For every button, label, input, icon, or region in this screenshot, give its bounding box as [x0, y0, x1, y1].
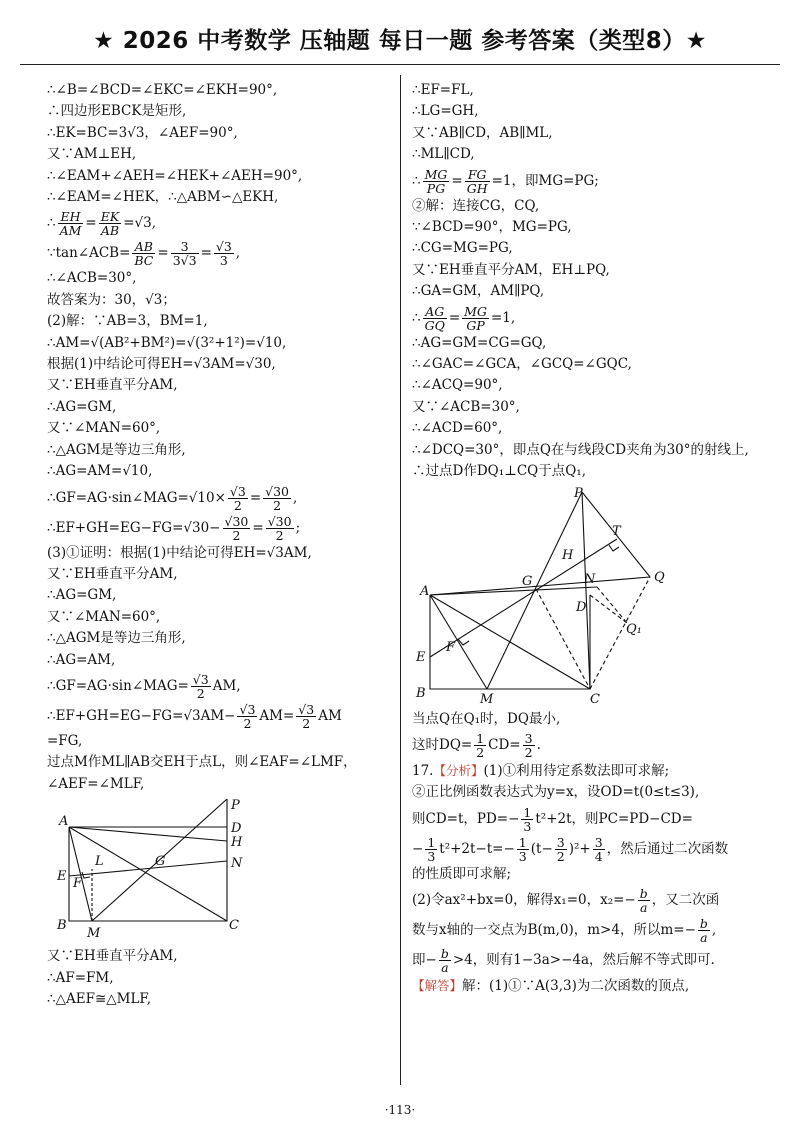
formula-line: ∴EF+GH=EG−FG=√30− $\frac{√30}{2}$ = $\frac{√30}{2}$ ;: [47, 513, 301, 543]
analysis-tag: 【分析】: [433, 762, 484, 778]
text-line: ∴AG=GM=CG=GQ,: [412, 334, 547, 351]
label-q1: Q₁: [626, 621, 642, 637]
fraction: $\frac{1}{3}$: [518, 834, 527, 864]
fraction: $\frac{√3}{2}$: [239, 701, 256, 731]
page-number: ·113·: [384, 1103, 416, 1117]
fraction: $\frac{√3}{2}$: [229, 483, 246, 513]
fraction: $\frac{MG}{GP}$: [464, 303, 487, 333]
text-line: ∴∠DCQ=30°，即点Q在与线段CD夹角为30°的射线上,: [412, 441, 749, 458]
fraction: $\frac{3}{3√3}$: [172, 239, 197, 269]
fraction: $\frac{3}{4}$: [594, 834, 603, 864]
label-d: D: [576, 599, 587, 615]
text-line: ∴△AEF≅△MLF,: [47, 990, 151, 1007]
text-line: 又∵AM⊥EH,: [47, 146, 137, 163]
solution-tag: 【解答】: [412, 978, 463, 994]
segment-am: [430, 595, 487, 689]
text-line: ∴∠ACD=60°,: [412, 420, 503, 437]
label-m: M: [87, 926, 101, 942]
label-h: H: [231, 835, 243, 851]
text-line: ∴EF=FL,: [412, 82, 474, 98]
fraction: $\frac{b}{a}$: [440, 946, 449, 976]
text-line: ②正比例函数表达式为y=x，设OD=t(0≤t≤3),: [412, 784, 700, 801]
column-divider: [400, 75, 401, 1085]
fraction: $\frac{3}{2}$: [556, 834, 565, 864]
fraction: $\frac{√3}{2}$: [298, 701, 315, 731]
label-e: E: [416, 649, 426, 665]
text-line: ∴∠GAC=∠GCA，∠GCQ=∠GQC,: [412, 356, 632, 373]
label-f: F: [73, 876, 83, 892]
fraction: $\frac{1}{3}$: [523, 804, 532, 834]
fraction: $\frac{AG}{GQ}$: [424, 303, 445, 333]
formula-line: 即− $\frac{b}{a}$ >4，则有1−3a>−4a，然后解不等式即可.: [412, 946, 715, 976]
fraction: $\frac{AB}{BC}$: [134, 239, 154, 269]
text-line: ∴过点D作DQ₁⊥CQ于点Q₁,: [412, 463, 586, 480]
label-n: N: [231, 856, 243, 872]
text-line: 根据(1)中结论可得EH=√3AM=√30,: [47, 356, 276, 373]
formula-line: 这时DQ= $\frac{1}{2}$ CD= $\frac{3}{2}$ .: [412, 730, 541, 760]
formula-line: ∴ $\frac{EH}{AM}$ = $\frac{EK}{AB}$ =√3,: [47, 209, 156, 239]
label-p: P: [231, 799, 240, 814]
formula-line: (2)令ax²+bx=0，解得x₁=0，x₂=− $\frac{b}{a}$ ，又二次函: [412, 886, 720, 916]
fraction: $\frac{1}{2}$: [476, 730, 485, 760]
label-b: B: [416, 685, 426, 701]
label-b: B: [57, 918, 67, 934]
text-line: ∴AM=√(AB²+BM²)=√(3²+1²)=√10,: [47, 334, 287, 351]
text-line: (3)①证明：根据(1)中结论可得EH=√3AM,: [47, 544, 312, 561]
text-line: 又∵EH垂直平分AM,: [47, 948, 178, 965]
segment-pc: [582, 492, 590, 689]
segment-dq1: [590, 595, 627, 623]
fraction: $\frac{EK}{AB}$: [100, 209, 120, 239]
header-rule: [20, 64, 780, 65]
text-line: 【解答】解：(1)①∵A(3,3)为二次函数的顶点,: [412, 978, 690, 995]
label-e: E: [57, 869, 67, 885]
formula-line: 则CD=t，PD=− $\frac{1}{3}$ t²+2t，则PC=PD−CD=: [412, 804, 693, 834]
geometry-figure-right: [412, 487, 682, 707]
segment-nq1: [597, 587, 627, 623]
fraction: $\frac{3}{2}$: [524, 730, 533, 760]
fraction: $\frac{FG}{GH}$: [466, 166, 488, 196]
text-line: ∴四边形EBCK是矩形,: [47, 103, 187, 120]
fraction: $\frac{√30}{2}$: [224, 513, 249, 543]
text-line: ∴GA=GM，AM∥PQ,: [412, 283, 545, 300]
text-line: (2)解：∵AB=3，BM=1,: [47, 313, 208, 330]
text-line: ②解：连接CG，CQ,: [412, 197, 540, 214]
right-column: [412, 80, 758, 998]
text-line: ∵∠BCD=90°，MG=PG,: [412, 219, 572, 236]
label-d: D: [231, 821, 242, 837]
formula-line: ∴ $\frac{AG}{GQ}$ = $\frac{MG}{GP}$ =1,: [412, 303, 516, 333]
page-header: ★ 2026 中考数学 压轴题 每日一题 参考答案（类型8）★: [93, 28, 707, 54]
text-line: 故答案为：30，√3；: [47, 291, 176, 308]
geometry-figure-left: [47, 799, 247, 944]
label-g: G: [522, 573, 533, 589]
fraction: $\frac{b}{a}$: [699, 916, 708, 946]
right-angle-mark-t: [609, 545, 619, 551]
text-line: ∴LG=GH,: [412, 103, 479, 120]
text-line: 当点Q在Q₁时，DQ最小,: [412, 710, 561, 727]
text-line: ∴AG=AM,: [47, 651, 116, 668]
left-column: [47, 80, 392, 1010]
text-line: ∴AF=FM,: [47, 969, 114, 986]
segment-ap: [430, 492, 582, 595]
fraction: $\frac{√3}{3}$: [215, 239, 232, 269]
label-n: N: [584, 571, 596, 587]
fraction: $\frac{EH}{AM}$: [59, 209, 82, 239]
label-g: G: [155, 854, 166, 870]
formula-line: ∴GF=AG·sin∠MAG= $\frac{√3}{2}$ AM,: [47, 671, 241, 701]
label-l: L: [95, 854, 104, 870]
text-line: 又∵∠MAN=60°,: [47, 420, 161, 437]
text-line: 的性质即可求解;: [412, 865, 512, 882]
fraction: $\frac{b}{a}$: [639, 886, 648, 916]
formula-line: ∴EF+GH=EG−FG=√3AM− $\frac{√3}{2}$ AM= $\frac{√3}{2}$ AM: [47, 701, 342, 731]
text-line: ∴∠ACB=30°,: [47, 270, 137, 287]
segment-ah: [69, 827, 227, 841]
label-a: A: [59, 814, 69, 830]
text-line: ∴∠B=∠BCD=∠EKC=∠EKH=90°,: [47, 82, 278, 98]
label-c: C: [229, 918, 239, 934]
text-line: ∴∠EAM+∠AEH=∠HEK+∠AEH=90°,: [47, 167, 303, 184]
text-line: 过点M作ML∥AB交EH于点L，则∠EAF=∠LMF，∠AEF=∠MLF,: [47, 754, 357, 792]
label-t: T: [612, 523, 621, 539]
text-line: ∴△AGM是等边三角形,: [47, 441, 186, 458]
label-q: Q: [654, 569, 665, 585]
formula-line: − $\frac{1}{3}$ t²+2t−t=− $\frac{1}{3}$ (t− $\frac{3}{2}$ )²+ $\frac{3}{4}$ ，然后通过二次函数: [412, 834, 729, 864]
label-p: P: [574, 486, 583, 501]
text-line: 又∵∠ACB=30°,: [412, 398, 520, 415]
formula-line: ∴GF=AG·sin∠MAG=√10× $\frac{√3}{2}$ = $\frac{√30}{2}$ ,: [47, 483, 298, 513]
right-angle-mark: [82, 872, 90, 878]
text-line: 又∵EH垂直平分AM,: [47, 377, 178, 394]
text-line: 又∵EH垂直平分AM，EH⊥PQ,: [412, 261, 610, 278]
formula-line: ∵tan∠ACB= $\frac{AB}{BC}$ = $\frac{3}{3√3}$ = $\frac{√3}{3}$ ,: [47, 239, 241, 269]
label-h: H: [562, 547, 574, 563]
label-m: M: [480, 691, 494, 707]
text-line: ∴∠EAM=∠HEK，∴△ABM∽△EKH,: [47, 189, 279, 206]
fraction: $\frac{√3}{2}$: [192, 671, 209, 701]
text-line: 又∵∠MAN=60°,: [47, 608, 161, 625]
text-line: ∴AG=GM,: [47, 587, 117, 604]
text-line: ∴AG=GM,: [47, 398, 117, 415]
text-line: ∴ML∥CD,: [412, 146, 475, 163]
fraction: $\frac{√30}{2}$: [265, 483, 289, 513]
text-line: ∴∠ACQ=90°,: [412, 377, 503, 394]
fraction: $\frac{MG}{PG}$: [424, 166, 448, 196]
label-f: F: [446, 639, 456, 655]
formula-line: 数与x轴的一交点为B(m,0)，m>4，所以m=− $\frac{b}{a}$ ,: [412, 916, 717, 946]
fraction: $\frac{1}{3}$: [427, 834, 436, 864]
text-line: 17.【分析】(1)①利用待定系数法即可求解;: [412, 762, 670, 779]
text-line: =FG,: [47, 732, 83, 749]
text-line: 又∵AB∥CD，AB∥ML,: [412, 124, 553, 141]
fraction: $\frac{√30}{2}$: [267, 513, 292, 543]
text-line: ∴△AGM是等边三角形,: [47, 630, 186, 647]
label-c: C: [590, 691, 600, 707]
text-line: ∴AG=AM=√10,: [47, 463, 153, 480]
text-line: ∴CG=MG=PG,: [412, 240, 513, 257]
formula-line: ∴ $\frac{MG}{PG}$ = $\frac{FG}{GH}$ =1，即MG=PG;: [412, 166, 599, 196]
label-a: A: [420, 583, 430, 599]
text-line: ∴EK=BC=3√3，∠AEF=90°,: [47, 124, 238, 141]
text-line: 又∵EH垂直平分AM,: [47, 565, 178, 582]
